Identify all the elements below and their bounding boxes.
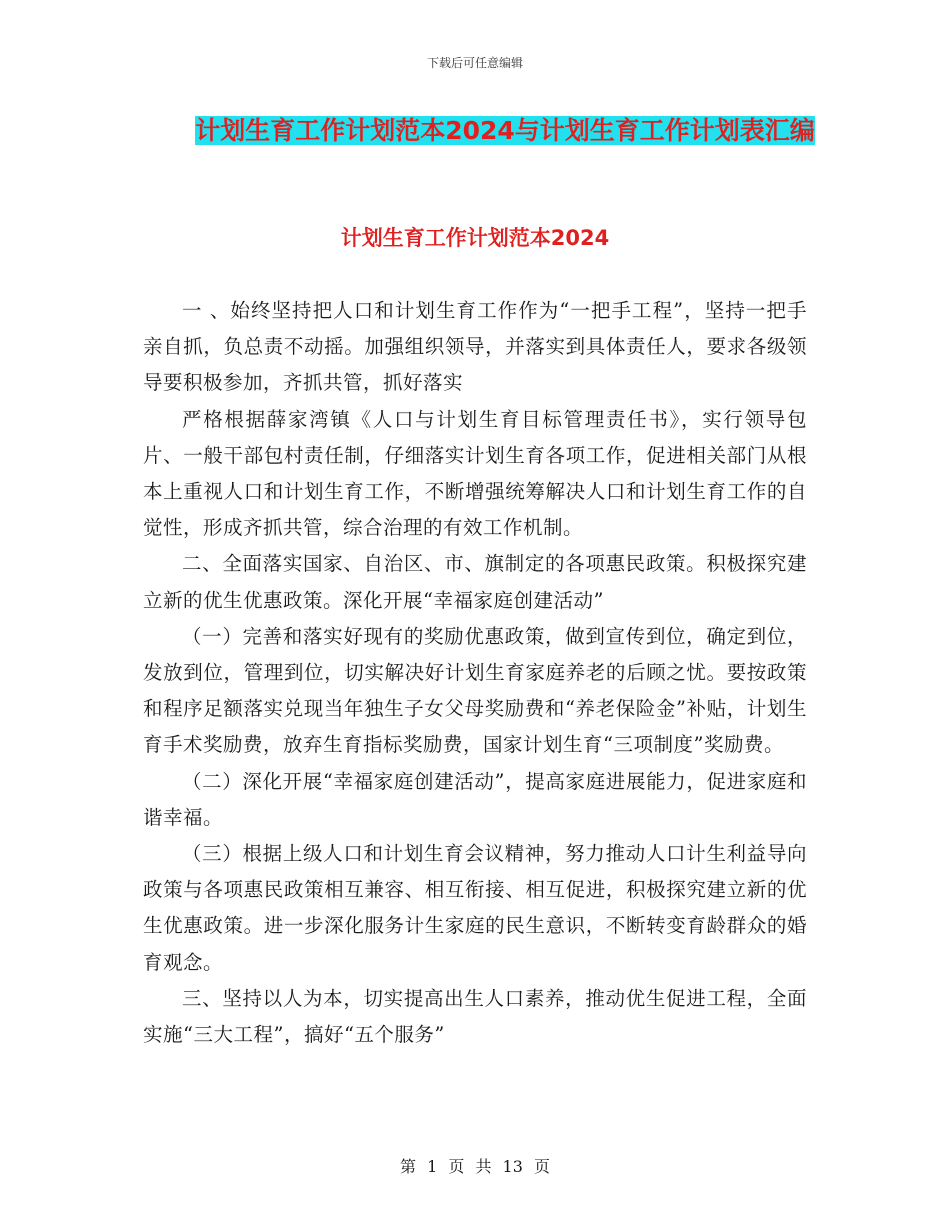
document-title xyxy=(185,108,825,154)
document-title-text: 计划生育工作计划范本2024与计划生育工作计划表汇编 xyxy=(195,116,815,145)
header-note: 下载后可任意编辑 xyxy=(426,56,523,70)
document-body xyxy=(143,293,807,1053)
section-title: 计划生育工作计划范本2024 xyxy=(340,226,610,250)
paragraph: 二、全面落实国家、自治区、市、旗制定的各项惠民政策。积极探究建立新的优生优惠政策。深化开展“幸福家庭创建活动” xyxy=(143,552,807,612)
paragraph: 一 、始终坚持把人口和计划生育工作作为“一把手工程”，坚持一把手亲自抓，负总责不动摇。加强组织领导，并落实到具体责任人，要求各级领导要积极参加，齐抓共管，抓好落实 xyxy=(143,299,807,395)
paragraph: 三、坚持以人为本，切实提高出生人口素养，推动优生促进工程，全面实施“三大工程”，搞好“五个服务” xyxy=(143,986,807,1047)
paragraph: （一）完善和落实好现有的奖励优惠政策，做到宣传到位，确定到位，发放到位，管理到位，切实解决好计划生育家庭养老的后顾之忧。要按政策和程序足额落实兑现当年独生子女父母奖励费和“养老保险金”补贴，计划生育手术奖励费，放弃生育指标奖励费，国家计划生育“三项制度”奖励费。 xyxy=(143,624,807,757)
paragraph: 严格根据薛家湾镇《人口与计划生育目标管理责任书》，实行领导包片、一般干部包村责任制，仔细落实计划生育各项工作，促进相关部门从根本上重视人口和计划生育工作，不断增强统筹解决人口和计划生育工作的自觉性，形成齐抓共管，综合治理的有效工作机制。 xyxy=(143,407,807,540)
paragraph: （三）根据上级人口和计划生育会议精神，努力推动人口计生利益导向政策与各项惠民政策相互兼容、相互衔接、相互促进，积极探究建立新的优生优惠政策。进一步深化服务计生家庭的民生意识，不断转变育龄群众的婚育观念。 xyxy=(143,842,807,974)
page-footer: 第 1 页 共 13 页 xyxy=(400,1157,550,1176)
paragraph: （二）深化开展“幸福家庭创建活动”，提高家庭进展能力，促进家庭和谐幸福。 xyxy=(143,769,807,829)
